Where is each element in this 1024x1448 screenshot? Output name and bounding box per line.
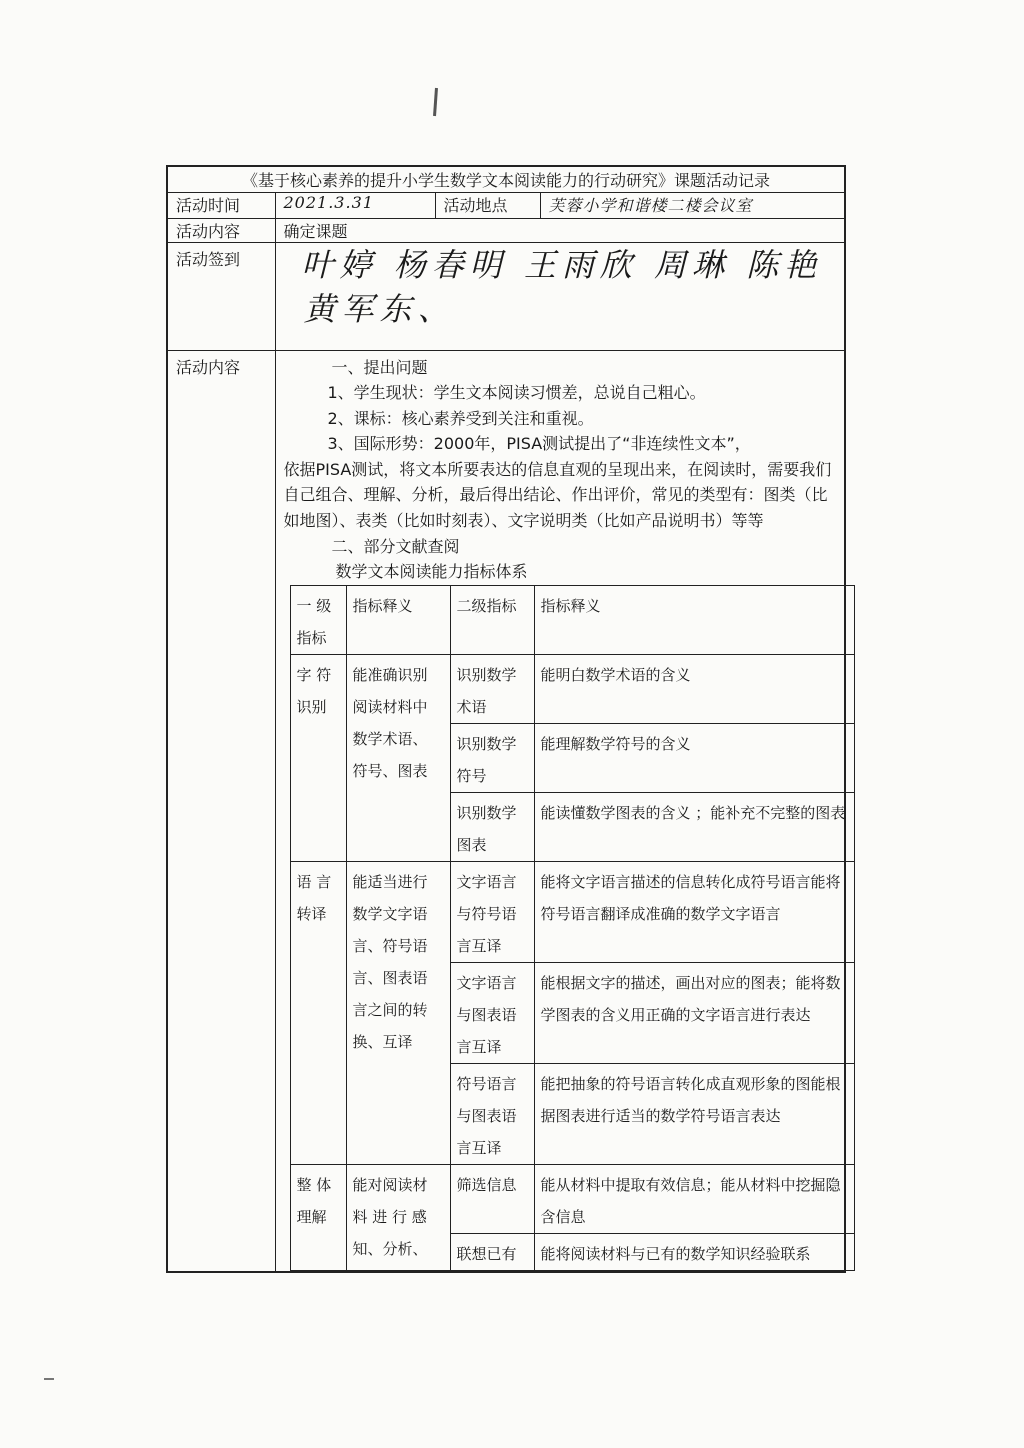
- desc2-cell: 能将文字语言描述的信息转化成符号语言能将符号语言翻译成准确的数学文字语言: [534, 861, 854, 962]
- record-table: [166, 165, 846, 1273]
- table-row: [290, 654, 854, 723]
- activity-record-form: [166, 165, 846, 1263]
- paragraph-item-3-rest: 依据PISA测试，将文本所要表达的信息直观的呈现出来，在阅读时，需要我们自己组合、理解、分析，最后得出结论、作出评价，常见的类型有：图类（比如地图）、表类（比如时刻表）、文字说明类（比如产品说明书）等等: [283, 459, 832, 531]
- index-table: [290, 585, 855, 1271]
- level1-cell: 字 符 识别: [290, 654, 346, 861]
- table-row: [290, 1164, 854, 1233]
- header-level1: 一 级 指标: [290, 585, 346, 654]
- desc1-cell: 能准确识别阅读材料中数学术语、符号、图表: [346, 654, 450, 861]
- time-label: 活动时间: [167, 192, 275, 218]
- header-desc1: 指标释义: [346, 585, 450, 654]
- desc1-cell: 能适当进行数学文字语言、符号语言、图表语言之间的转换、互译: [346, 861, 450, 1164]
- level2-cell: 文字语言与符号语言互译: [450, 861, 534, 962]
- paragraph-item-1: 1、学生现状：学生文本阅读习惯差，总说自己粗心。: [327, 383, 706, 403]
- desc2-cell: 能把抽象的符号语言转化成直观形象的图能根据图表进行适当的数学符号语言表达: [534, 1063, 854, 1164]
- place-label: 活动地点: [435, 192, 540, 218]
- level2-cell: 识别数学符号: [450, 723, 534, 792]
- desc2-cell: 能明白数学术语的含义: [534, 654, 854, 723]
- level1-cell: 整 体 理解: [290, 1164, 346, 1270]
- topic-label: 活动内容: [167, 218, 275, 242]
- header-desc2: 指标释义: [534, 585, 854, 654]
- paragraph-item-2: 2、课标：核心素养受到关注和重视。: [327, 408, 594, 428]
- desc2-cell: 能理解数学符号的含义: [534, 723, 854, 792]
- header-level2: 二级指标: [450, 585, 534, 654]
- section-heading-1: 一、提出问题: [331, 357, 428, 377]
- level2-cell: 符号语言与图表语言互译: [450, 1063, 534, 1164]
- level2-cell: 文字语言与图表语言互译: [450, 962, 534, 1063]
- index-table-title: 数学文本阅读能力指标体系: [335, 562, 528, 582]
- place-value: 芙蓉小学和谐楼二楼会议室: [540, 192, 845, 218]
- content-body: [276, 351, 845, 585]
- signin-area: [275, 242, 845, 350]
- signature-line-1: 叶婷 杨春明 王雨欣 周琳 陈艳: [301, 245, 823, 284]
- content-label: 活动内容: [167, 350, 275, 1272]
- level2-cell: 筛选信息: [450, 1164, 534, 1233]
- section-heading-2: 二、部分文献查阅: [331, 536, 460, 556]
- pen-mark: [433, 88, 438, 116]
- signin-label: 活动签到: [167, 242, 275, 350]
- desc2-cell: 能根据文字的描述，画出对应的图表；能将数学图表的含义用正确的文字语言进行表达: [534, 962, 854, 1063]
- paragraph-item-3-first: 3、国际形势：2000年，PISA测试提出了“非连续性文本”，: [327, 434, 751, 454]
- topic-value: 确定课题: [275, 218, 845, 242]
- desc2-cell: 能从材料中提取有效信息；能从材料中挖掘隐含信息: [534, 1164, 854, 1233]
- level1-cell: 语 言 转译: [290, 861, 346, 1164]
- time-value: 2021.3.31: [275, 192, 435, 218]
- level2-cell: 识别数学图表: [450, 792, 534, 861]
- desc2-cell: 能将阅读材料与已有的数学知识经验联系: [534, 1233, 854, 1270]
- level2-cell: 联想已有: [450, 1233, 534, 1270]
- desc1-cell: 能对阅读材料 进 行 感知、分析、: [346, 1164, 450, 1270]
- table-row: [290, 861, 854, 962]
- content-area: [275, 350, 845, 1272]
- signature-line-2: 黄军东、: [303, 289, 456, 328]
- record-title: 《基于核心素养的提升小学生数学文本阅读能力的行动研究》课题活动记录: [167, 166, 845, 192]
- scan-edge-mark: [44, 1378, 54, 1380]
- desc2-cell: 能读懂数学图表的含义 ；能补充不完整的图表: [534, 792, 854, 861]
- level2-cell: 识别数学术语: [450, 654, 534, 723]
- index-header-row: [290, 585, 854, 654]
